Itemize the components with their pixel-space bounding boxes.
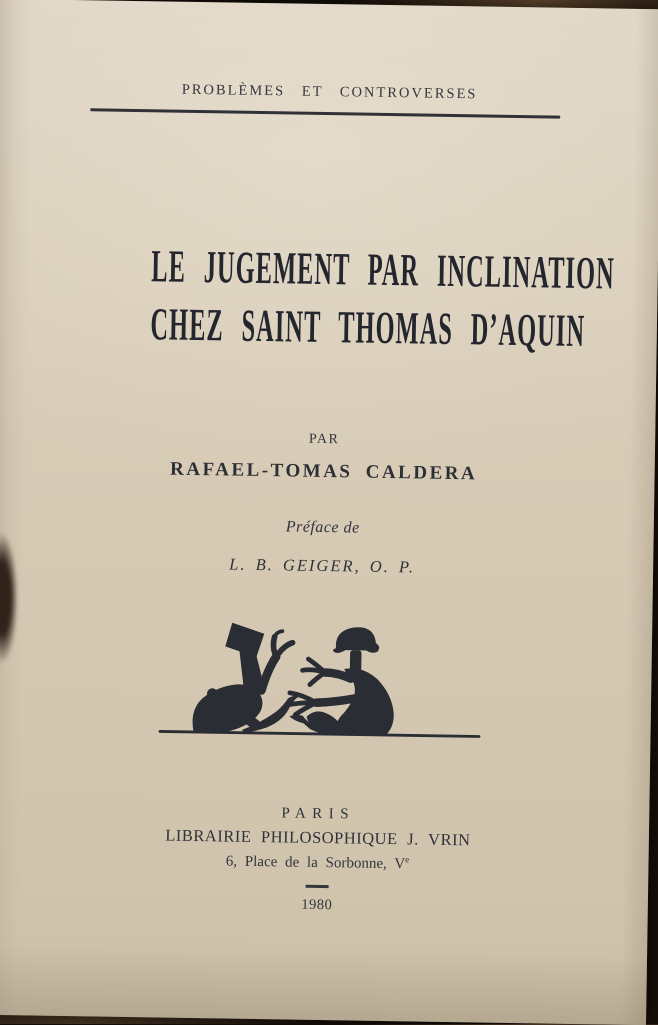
publication-year: 1980 <box>301 896 333 914</box>
book-title-line-1: LE JUGEMENT PAR INCLINATION <box>151 240 616 299</box>
series-title: PROBLÈMES ET CONTROVERSES <box>181 81 478 103</box>
book-title-line-2: CHEZ SAINT THOMAS D’AQUIN <box>150 298 586 357</box>
publisher-logo <box>143 607 497 755</box>
publisher-address-text: 6, Place de la Sorbonne, V <box>225 853 406 873</box>
series-rule <box>90 108 560 118</box>
two-philosophers-icon <box>143 607 497 755</box>
author-name: RAFAEL-TOMAS CALDERA <box>169 458 478 485</box>
publisher-name: LIBRAIRIE PHILOSOPHIQUE J. VRIN <box>165 825 471 850</box>
publisher-address-superscript: e <box>405 854 410 865</box>
footer-dash <box>306 885 329 888</box>
preface-author: L. B. GEIGER, O. P. <box>229 554 416 577</box>
byline-label: PAR <box>308 431 340 448</box>
book-title <box>0 235 658 361</box>
publisher-address <box>0 848 649 877</box>
publisher-city: PARIS <box>281 805 356 823</box>
preface-label: Préface de <box>285 518 360 537</box>
